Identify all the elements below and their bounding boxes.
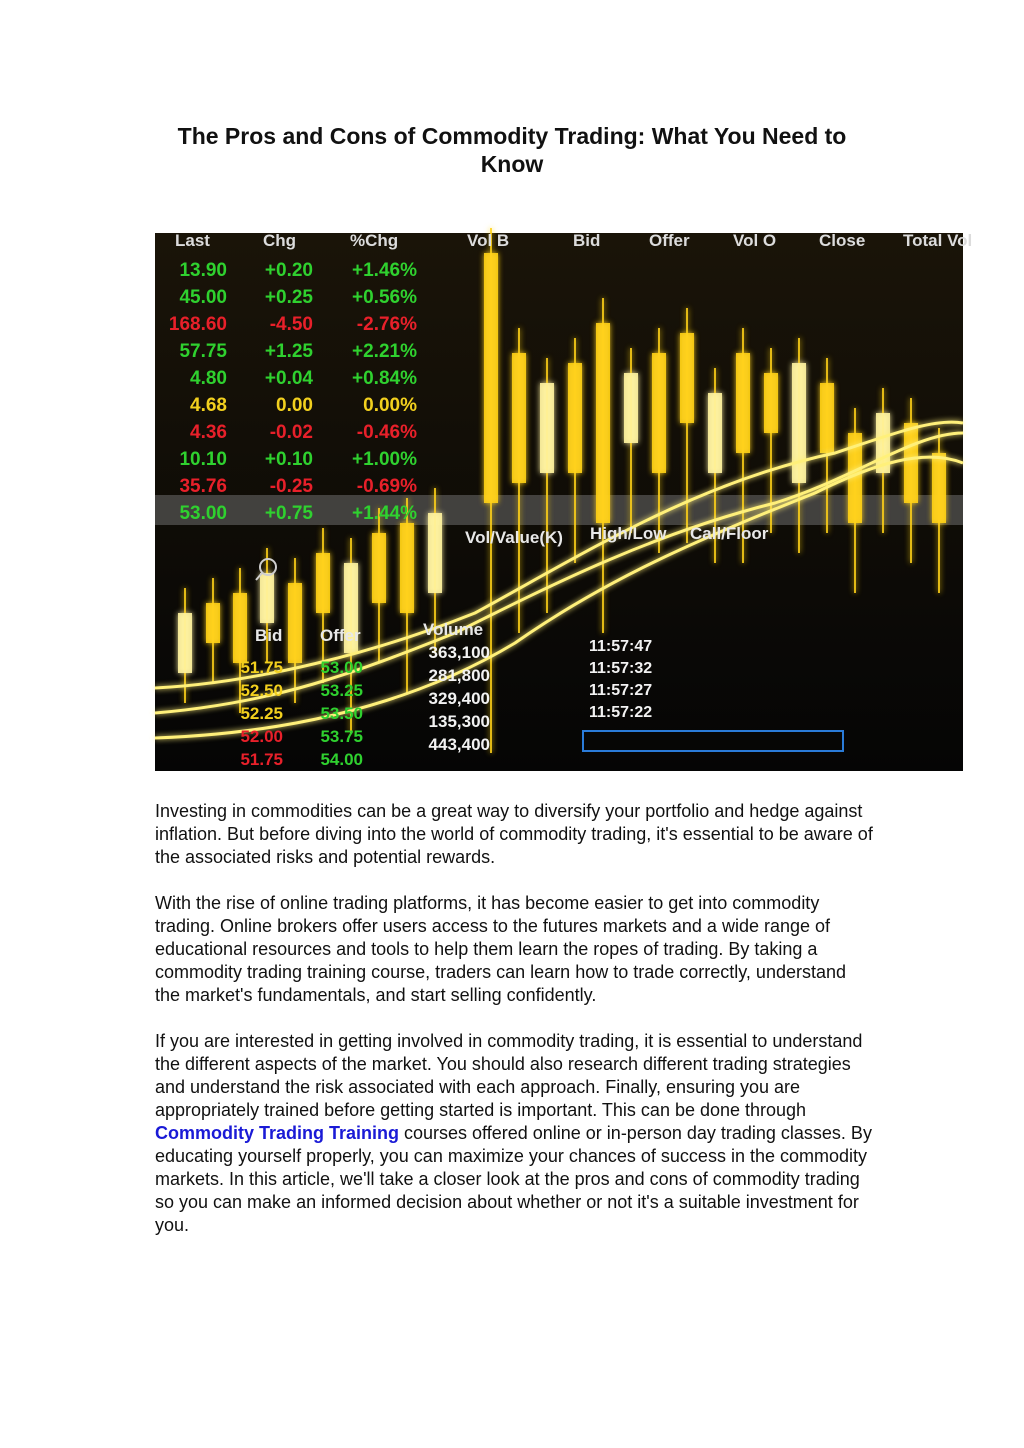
candle-body bbox=[792, 363, 806, 483]
candle-body bbox=[428, 513, 442, 593]
candle-body bbox=[820, 383, 834, 453]
candle-body bbox=[316, 553, 330, 613]
quote-change: +0.10 bbox=[264, 449, 313, 470]
ticker-header-5: Offer bbox=[649, 231, 690, 250]
offer-value: 53.00 bbox=[320, 658, 363, 677]
paragraph-2: With the rise of online trading platforms, it has become easier to get into commodity trading. Online brokers offer users access to the futures markets and a wide range of educational resources and tools to help them learn the ropes of trading. By taking a commodity trading training course, traders can learn how to trade correctly, understand the market's fundamentals, and start selling confidently. bbox=[155, 893, 847, 1005]
candle-body bbox=[708, 393, 722, 473]
candle-body bbox=[932, 453, 946, 523]
offer-value: 53.50 bbox=[320, 704, 363, 723]
ticker-header-2: %Chg bbox=[350, 231, 399, 250]
article-title: The Pros and Cons of Commodity Trading: What You Need to Know bbox=[177, 123, 847, 177]
offer-value: 54.00 bbox=[320, 750, 363, 769]
candle-body bbox=[736, 353, 750, 453]
quote-change: +1.25 bbox=[264, 341, 313, 362]
trading-screen-image bbox=[155, 231, 973, 771]
ticker-header-1: Chg bbox=[263, 231, 297, 250]
lower-header-5: Offer bbox=[320, 626, 361, 645]
volume-value: 443,400 bbox=[428, 735, 490, 754]
candle-body bbox=[260, 573, 274, 623]
quote-percent-change: +1.44% bbox=[352, 503, 417, 524]
volume-value: 281,800 bbox=[428, 666, 490, 685]
paragraph-3 bbox=[155, 1030, 875, 1237]
quote-percent-change: 0.00% bbox=[363, 395, 417, 416]
quote-change: 0.00 bbox=[276, 395, 313, 416]
ticker-time: 11:57:47 bbox=[589, 638, 653, 655]
quote-percent-change: -0.69% bbox=[356, 476, 417, 497]
ticker-header-7: Close bbox=[819, 231, 866, 250]
quote-change: +0.75 bbox=[264, 503, 313, 524]
quote-change: +0.20 bbox=[264, 260, 313, 281]
quote-change: -0.02 bbox=[269, 422, 313, 443]
quote-change: +0.25 bbox=[264, 287, 313, 308]
quote-percent-change: +0.56% bbox=[352, 287, 417, 308]
candle-body bbox=[540, 383, 554, 473]
ticker-header-3: Vol B bbox=[467, 231, 510, 250]
paragraph-3-lead: If you are interested in getting involved in commodity trading, it is essential to understand the different aspects of the market. You should also research different trading strategies and understand the risk associated with each approach. Finally, ensuring you are appropriately trained before getting started is important. This can be done through bbox=[155, 1031, 863, 1120]
quote-last: 4.80 bbox=[190, 368, 227, 389]
ticker-header-6: Vol O bbox=[733, 231, 777, 250]
lower-header-2: Call/Floor bbox=[690, 524, 769, 543]
quote-change: -4.50 bbox=[269, 314, 313, 335]
lower-header-0: Vol/Value(K) bbox=[465, 528, 563, 547]
paragraph-1: Investing in commodities can be a great way to diversify your portfolio and hedge against inflation. But before diving into the world of commodity trading, it's essential to be aware of the associated risks and potential rewards. bbox=[155, 801, 873, 867]
quote-percent-change: +1.00% bbox=[352, 449, 417, 470]
candle-body bbox=[484, 253, 498, 503]
volume-value: 329,400 bbox=[428, 689, 490, 708]
candle-body bbox=[400, 523, 414, 613]
quote-change: -0.25 bbox=[269, 476, 313, 497]
candle-body bbox=[178, 613, 192, 673]
quote-percent-change: -0.46% bbox=[356, 422, 417, 443]
candle-body bbox=[233, 593, 247, 663]
bid-value: 52.00 bbox=[240, 727, 283, 746]
candle-body bbox=[624, 373, 638, 443]
offer-value: 53.25 bbox=[320, 681, 363, 700]
lower-header-1: High/Low bbox=[590, 524, 667, 543]
commodity-trading-training-link[interactable]: Commodity Trading Training bbox=[155, 1123, 400, 1143]
lower-header-4: Bid bbox=[255, 626, 283, 645]
bid-value: 52.50 bbox=[240, 681, 283, 700]
quote-last: 4.68 bbox=[190, 395, 227, 416]
candle-body bbox=[904, 423, 918, 503]
bid-value: 51.75 bbox=[240, 658, 283, 677]
candle-body bbox=[512, 353, 526, 483]
quote-percent-change: +1.46% bbox=[352, 260, 417, 281]
article-body bbox=[155, 800, 875, 1260]
candle-body bbox=[372, 533, 386, 603]
offer-value: 53.75 bbox=[320, 727, 363, 746]
quote-last: 10.10 bbox=[179, 449, 227, 470]
candle-body bbox=[288, 583, 302, 663]
quote-change: +0.04 bbox=[264, 368, 313, 389]
quote-last: 57.75 bbox=[179, 341, 227, 362]
ticker-time: 11:57:22 bbox=[589, 704, 653, 721]
volume-value: 135,300 bbox=[428, 712, 490, 731]
candle-body bbox=[568, 363, 582, 473]
quote-last: 35.76 bbox=[179, 476, 227, 497]
quote-last: 168.60 bbox=[168, 314, 227, 335]
ticker-time: 11:57:27 bbox=[589, 682, 653, 699]
ticker-header-4: Bid bbox=[573, 231, 601, 250]
quote-last: 53.00 bbox=[179, 503, 227, 524]
volume-value: 363,100 bbox=[428, 643, 490, 662]
quote-last: 45.00 bbox=[179, 287, 227, 308]
ticker-time: 11:57:32 bbox=[589, 660, 653, 677]
bid-value: 52.25 bbox=[240, 704, 283, 723]
candle-body bbox=[764, 373, 778, 433]
candle-body bbox=[596, 323, 610, 523]
lower-header-3: Volume bbox=[423, 620, 484, 639]
bid-value: 51.75 bbox=[240, 750, 283, 769]
candle-body bbox=[680, 333, 694, 423]
quote-last: 13.90 bbox=[179, 260, 227, 281]
ticker-header-8: Total Vol bbox=[903, 231, 973, 250]
quote-last: 4.36 bbox=[190, 422, 227, 443]
paragraph-3-tail: courses offered online or in-person day trading classes. By educating yourself properly, you can maximize your chances of success in the commodity markets. In this article, we'll take a closer look at the pros and cons of commodity trading so you can make an informed decision about whether or not it's a suitable investment for you. bbox=[155, 1123, 872, 1235]
ticker-header-0: Last bbox=[175, 231, 210, 250]
quote-percent-change: +0.84% bbox=[352, 368, 417, 389]
quote-percent-change: +2.21% bbox=[352, 341, 417, 362]
quote-percent-change: -2.76% bbox=[356, 314, 417, 335]
trading-screen-graphic bbox=[155, 231, 973, 771]
candle-body bbox=[206, 603, 220, 643]
candle-body bbox=[652, 353, 666, 473]
